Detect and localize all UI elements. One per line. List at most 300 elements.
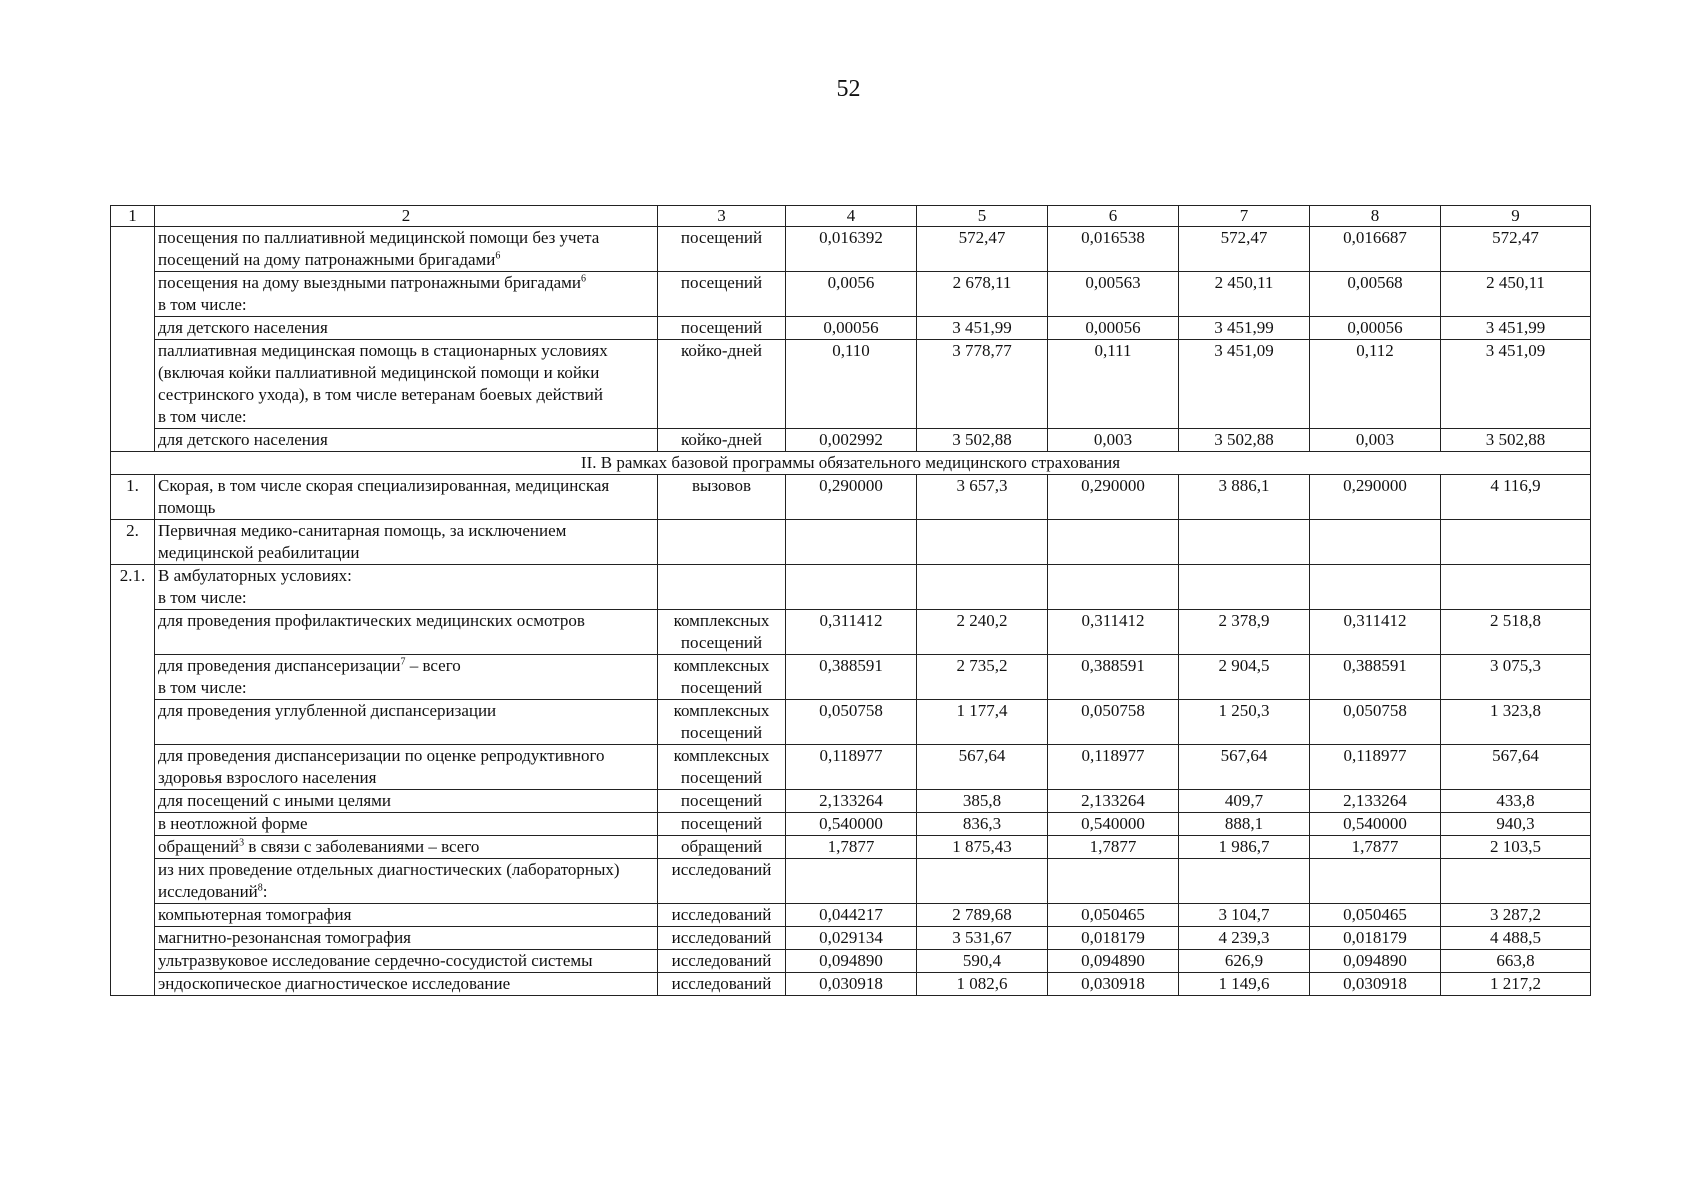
value-text: 0,00563 (1085, 273, 1141, 292)
value-cell (786, 520, 917, 565)
row-subtitle: в том числе: (158, 295, 247, 314)
value-text: 4 116,9 (1490, 476, 1541, 495)
unit-cell (658, 429, 786, 452)
value-cell (917, 272, 1048, 317)
unit-text: посещений (680, 318, 763, 337)
row-name: обращений (158, 837, 240, 856)
footnote-marker: 3 (239, 837, 245, 849)
value-text: 3 451,09 (1214, 341, 1274, 360)
row-name: паллиативная медицинская помощь в стационарных условиях (включая койки паллиативной медицинской помощи и койки сестринского ухода), в том числе ветеранам боевых действий (158, 341, 608, 404)
header-cell: 8 (1310, 206, 1441, 227)
section-title-text: II. В рамках базовой программы обязательного медицинского страхования (580, 453, 1121, 472)
value-text: 2 735,2 (956, 656, 1008, 675)
value-text: 3 287,2 (1490, 905, 1541, 924)
value-cell (1310, 272, 1441, 317)
unit-text: исследований (671, 951, 772, 970)
value-cell (1441, 475, 1591, 520)
value-text: 0,018179 (1081, 928, 1145, 947)
value-cell (1048, 227, 1179, 272)
name-cell (155, 429, 658, 452)
value-text: 2,133264 (1081, 791, 1145, 810)
footnote-marker: 8 (257, 882, 263, 894)
row-number: 1. (126, 476, 139, 495)
value-text: 0,311412 (819, 611, 883, 630)
unit-text: вызовов (691, 476, 751, 495)
table-row (111, 317, 1591, 340)
value-cell (1179, 745, 1310, 790)
value-text: 1 217,2 (1490, 974, 1541, 993)
header-cell: 3 (658, 206, 786, 227)
row-name: для детского населения (158, 430, 328, 449)
name-cell (155, 565, 658, 610)
value-text: 1 082,6 (956, 974, 1008, 993)
value-text: 567,64 (1220, 746, 1268, 765)
value-cell (1179, 859, 1310, 904)
value-cell (1310, 973, 1441, 996)
value-text: 3 451,99 (1214, 318, 1274, 337)
value-text: 0,311412 (1343, 611, 1407, 630)
row-name: компьютерная томография (158, 905, 352, 924)
value-text: 0,029134 (819, 928, 883, 947)
value-cell (1179, 227, 1310, 272)
value-cell (1048, 745, 1179, 790)
value-cell (1310, 745, 1441, 790)
value-text: 567,64 (958, 746, 1006, 765)
value-cell (917, 904, 1048, 927)
value-text: 0,00056 (1085, 318, 1141, 337)
unit-text: посещений (680, 228, 763, 247)
value-cell (1179, 340, 1310, 429)
value-text: 836,3 (962, 814, 1002, 833)
name-cell (155, 317, 658, 340)
value-cell (1310, 475, 1441, 520)
name-cell (155, 790, 658, 813)
value-cell (1441, 429, 1591, 452)
table-row (111, 836, 1591, 859)
table-row (111, 927, 1591, 950)
name-cell (155, 745, 658, 790)
header-cell: 7 (1179, 206, 1310, 227)
value-text: 1 177,4 (956, 701, 1008, 720)
name-cell (155, 700, 658, 745)
value-text: 1,7877 (1351, 837, 1399, 856)
row-name: В амбулаторных условиях: (158, 566, 352, 585)
value-text: 0,003 (1355, 430, 1395, 449)
value-cell (917, 520, 1048, 565)
value-cell (1310, 227, 1441, 272)
value-cell (1048, 950, 1179, 973)
row-number: 2.1. (119, 566, 146, 585)
value-text: 0,094890 (1081, 951, 1145, 970)
table-row (111, 859, 1591, 904)
value-cell (1310, 340, 1441, 429)
value-cell (1310, 655, 1441, 700)
value-cell (1048, 973, 1179, 996)
value-cell (786, 272, 917, 317)
unit-cell (658, 520, 786, 565)
unit-cell (658, 565, 786, 610)
unit-cell (658, 950, 786, 973)
value-text: 567,64 (1492, 746, 1539, 765)
table-row (111, 227, 1591, 272)
value-cell (1048, 475, 1179, 520)
value-text: 2 450,11 (1486, 273, 1545, 292)
value-text: 1 875,43 (952, 837, 1012, 856)
header-cell: 2 (155, 206, 658, 227)
value-text: 2 240,2 (956, 611, 1008, 630)
value-cell (786, 950, 917, 973)
value-text: 0,050758 (819, 701, 883, 720)
row-name: магнитно-резонансная томография (158, 928, 411, 947)
value-cell (1179, 973, 1310, 996)
value-cell (1441, 904, 1591, 927)
table-row (111, 272, 1591, 317)
value-cell (1048, 859, 1179, 904)
value-cell (1441, 520, 1591, 565)
row-name: Первичная медико-санитарная помощь, за исключением медицинской реабилитации (158, 521, 567, 562)
unit-cell (658, 790, 786, 813)
value-cell (917, 973, 1048, 996)
value-cell (1310, 904, 1441, 927)
value-text: 0,016392 (819, 228, 883, 247)
value-cell (786, 610, 917, 655)
value-cell (917, 565, 1048, 610)
value-cell (917, 813, 1048, 836)
name-cell (155, 836, 658, 859)
value-text: 0,00568 (1347, 273, 1403, 292)
value-text: 3 502,88 (1485, 430, 1546, 449)
value-cell (786, 745, 917, 790)
value-cell (1310, 836, 1441, 859)
value-cell (1048, 836, 1179, 859)
value-cell (786, 973, 917, 996)
value-cell (1441, 565, 1591, 610)
value-text: 2 378,9 (1218, 611, 1270, 630)
header-row (111, 206, 1591, 227)
value-cell (1048, 520, 1179, 565)
table-row (111, 520, 1591, 565)
value-text: 0,112 (1356, 341, 1394, 360)
data-table (110, 205, 1591, 996)
value-cell (1179, 700, 1310, 745)
unit-text: койко-дней (681, 341, 762, 360)
value-cell (1310, 610, 1441, 655)
value-text: 433,8 (1496, 791, 1535, 810)
unit-cell (658, 475, 786, 520)
value-cell (1441, 227, 1591, 272)
value-text: 1 986,7 (1218, 837, 1270, 856)
value-text: 3 531,67 (952, 928, 1012, 947)
table-row (111, 950, 1591, 973)
value-cell (1441, 655, 1591, 700)
row-subtitle: в том числе: (158, 407, 247, 426)
unit-cell (658, 317, 786, 340)
row-name-tail: : (262, 882, 268, 901)
value-cell (1310, 859, 1441, 904)
page-number: 52 (836, 76, 861, 102)
table-row (111, 973, 1591, 996)
unit-cell (658, 272, 786, 317)
value-cell (1179, 927, 1310, 950)
unit-text: койко-дней (681, 430, 762, 449)
value-cell (1048, 610, 1179, 655)
value-cell (1048, 813, 1179, 836)
row-subtitle: в том числе: (158, 678, 247, 697)
unit-text: комплексных посещений (673, 746, 770, 787)
value-text: 0,050465 (1343, 905, 1407, 924)
value-cell (1179, 520, 1310, 565)
value-text: 1 250,3 (1218, 701, 1270, 720)
number-cell (111, 520, 155, 565)
value-cell (1179, 317, 1310, 340)
value-text: 626,9 (1224, 951, 1264, 970)
unit-cell (658, 610, 786, 655)
unit-cell (658, 836, 786, 859)
value-text: 1 149,6 (1218, 974, 1270, 993)
row-name: для проведения углубленной диспансеризации (158, 701, 497, 720)
unit-text: исследований (671, 928, 772, 947)
value-text: 0,030918 (1081, 974, 1145, 993)
name-cell (155, 973, 658, 996)
value-text: 0,110 (832, 341, 870, 360)
value-text: 3 451,09 (1485, 341, 1546, 360)
name-cell (155, 272, 658, 317)
value-cell (917, 700, 1048, 745)
value-cell (786, 904, 917, 927)
unit-text: исследований (671, 860, 772, 879)
value-cell (1310, 317, 1441, 340)
unit-cell (658, 973, 786, 996)
table-row (111, 429, 1591, 452)
value-text: 2,133264 (819, 791, 883, 810)
value-text: 572,47 (958, 228, 1006, 247)
value-cell (786, 565, 917, 610)
row-name-tail: в связи с заболеваниями – всего (244, 837, 480, 856)
value-text: 0,311412 (1081, 611, 1145, 630)
value-text: 0,0056 (827, 273, 875, 292)
value-text: 3 104,7 (1218, 905, 1270, 924)
value-cell (1441, 790, 1591, 813)
value-text: 0,540000 (1343, 814, 1407, 833)
name-cell (155, 655, 658, 700)
value-cell (1179, 655, 1310, 700)
name-cell (155, 927, 658, 950)
value-cell (786, 429, 917, 452)
value-text: 1,7877 (827, 837, 875, 856)
value-cell (1048, 655, 1179, 700)
unit-text: посещений (680, 273, 763, 292)
row-subtitle: в том числе: (158, 588, 247, 607)
name-cell (155, 475, 658, 520)
value-cell (1179, 813, 1310, 836)
value-cell (1310, 520, 1441, 565)
value-cell (917, 927, 1048, 950)
value-text: 0,002992 (819, 430, 883, 449)
value-text: 3 502,88 (952, 430, 1012, 449)
row-name-tail: – всего (405, 656, 461, 675)
value-text: 0,111 (1094, 341, 1132, 360)
value-text: 2 103,5 (1490, 837, 1541, 856)
header-cell: 5 (917, 206, 1048, 227)
value-text: 572,47 (1492, 228, 1539, 247)
header-cell: 9 (1441, 206, 1591, 227)
value-cell (786, 655, 917, 700)
header-cell: 1 (111, 206, 155, 227)
name-cell (155, 859, 658, 904)
name-cell (155, 950, 658, 973)
value-cell (917, 745, 1048, 790)
unit-text: комплексных посещений (673, 656, 770, 697)
row-name: для проведения диспансеризации по оценке репродуктивного здоровья взрослого населения (158, 746, 605, 787)
value-cell (786, 927, 917, 950)
row-name: эндоскопическое диагностическое исследование (158, 974, 511, 993)
unit-cell (658, 859, 786, 904)
value-text: 0,094890 (819, 951, 883, 970)
value-cell (786, 836, 917, 859)
value-cell (1179, 565, 1310, 610)
value-cell (1310, 927, 1441, 950)
number-cell (111, 475, 155, 520)
value-text: 0,050758 (1343, 701, 1407, 720)
footnote-marker: 6 (495, 250, 501, 262)
row-name: посещения на дому выездными патронажными бригадами (158, 273, 581, 292)
row-name: для детского населения (158, 318, 328, 337)
value-text: 0,118977 (1081, 746, 1145, 765)
value-text: 0,388591 (1343, 656, 1407, 675)
unit-cell (658, 340, 786, 429)
value-cell (1179, 272, 1310, 317)
value-cell (1179, 790, 1310, 813)
name-cell (155, 813, 658, 836)
value-cell (1310, 429, 1441, 452)
footnote-marker: 7 (400, 656, 406, 668)
name-cell (155, 610, 658, 655)
value-cell (786, 317, 917, 340)
value-cell (917, 859, 1048, 904)
value-text: 0,016687 (1343, 228, 1407, 247)
value-text: 1,7877 (1089, 837, 1137, 856)
value-cell (786, 340, 917, 429)
value-cell (917, 340, 1048, 429)
value-cell (1179, 429, 1310, 452)
table-row (111, 700, 1591, 745)
value-cell (1310, 790, 1441, 813)
table-row (111, 610, 1591, 655)
row-name: для проведения диспансеризации (158, 656, 401, 675)
value-text: 0,030918 (1343, 974, 1407, 993)
value-cell (1441, 927, 1591, 950)
value-cell (786, 700, 917, 745)
value-cell (1310, 700, 1441, 745)
unit-cell (658, 927, 786, 950)
number-cell (111, 227, 155, 452)
value-cell (917, 836, 1048, 859)
unit-cell (658, 813, 786, 836)
value-cell (1048, 927, 1179, 950)
unit-cell (658, 904, 786, 927)
value-cell (1441, 272, 1591, 317)
value-text: 3 502,88 (1214, 430, 1274, 449)
value-cell (1179, 610, 1310, 655)
unit-cell (658, 745, 786, 790)
name-cell (155, 904, 658, 927)
value-text: 0,388591 (1081, 656, 1145, 675)
value-cell (1310, 565, 1441, 610)
value-cell (1441, 700, 1591, 745)
name-cell (155, 340, 658, 429)
row-name: из них проведение отдельных диагностических (лабораторных) исследований (158, 860, 620, 901)
value-text: 3 451,99 (1485, 318, 1546, 337)
value-text: 3 451,99 (952, 318, 1012, 337)
value-cell (917, 610, 1048, 655)
value-cell (1441, 973, 1591, 996)
value-text: 0,540000 (1081, 814, 1145, 833)
value-cell (1048, 429, 1179, 452)
value-cell (917, 317, 1048, 340)
value-text: 0,00056 (1347, 318, 1403, 337)
row-name: в неотложной форме (158, 814, 308, 833)
value-cell (1310, 813, 1441, 836)
value-text: 2 789,68 (952, 905, 1012, 924)
value-cell (786, 790, 917, 813)
value-cell (1048, 700, 1179, 745)
value-cell (1441, 745, 1591, 790)
value-text: 0,050758 (1081, 701, 1145, 720)
value-text: 2 518,8 (1490, 611, 1541, 630)
value-cell (1048, 340, 1179, 429)
value-text: 3 075,3 (1490, 656, 1541, 675)
value-cell (1310, 950, 1441, 973)
value-text: 409,7 (1224, 791, 1264, 810)
row-name: для посещений с иными целями (158, 791, 392, 810)
row-number: 2. (126, 521, 139, 540)
value-text: 2,133264 (1343, 791, 1407, 810)
value-text: 4 239,3 (1218, 928, 1270, 947)
value-text: 0,016538 (1081, 228, 1145, 247)
value-cell (1441, 836, 1591, 859)
value-text: 0,290000 (1343, 476, 1407, 495)
value-text: 888,1 (1224, 814, 1264, 833)
unit-text: комплексных посещений (673, 611, 770, 652)
unit-text: исследований (671, 974, 772, 993)
value-text: 0,388591 (819, 656, 883, 675)
value-text: 590,4 (962, 951, 1002, 970)
section-title (111, 452, 1591, 475)
header-cell: 6 (1048, 206, 1179, 227)
value-cell (917, 950, 1048, 973)
value-text: 572,47 (1220, 228, 1268, 247)
name-cell (155, 227, 658, 272)
table-row (111, 655, 1591, 700)
row-name: посещения по паллиативной медицинской помощи без учета посещений на дому патронажными бригадами (158, 228, 600, 269)
value-text: 0,094890 (1343, 951, 1407, 970)
value-cell (917, 429, 1048, 452)
value-cell (1048, 272, 1179, 317)
value-cell (917, 655, 1048, 700)
value-text: 1 323,8 (1490, 701, 1541, 720)
value-cell (1441, 950, 1591, 973)
value-text: 3 657,3 (956, 476, 1008, 495)
table-row (111, 340, 1591, 429)
name-cell (155, 520, 658, 565)
value-cell (1048, 904, 1179, 927)
table-row (111, 813, 1591, 836)
value-cell (1179, 904, 1310, 927)
value-text: 0,050465 (1081, 905, 1145, 924)
value-text: 940,3 (1496, 814, 1535, 833)
value-cell (917, 790, 1048, 813)
value-cell (1048, 317, 1179, 340)
